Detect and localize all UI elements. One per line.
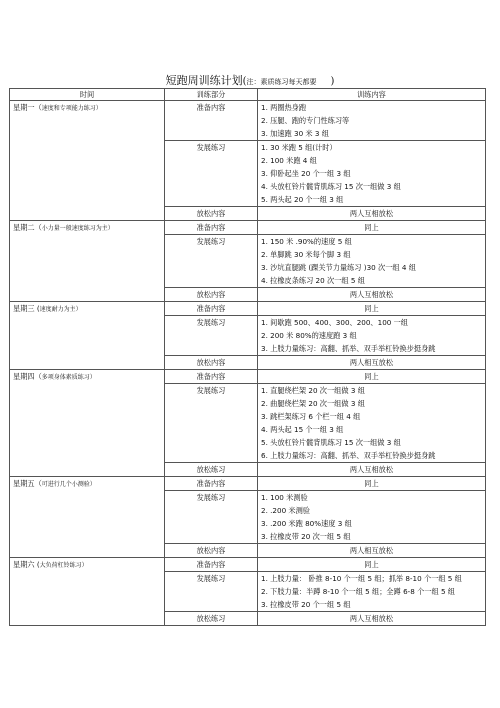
exercise-item: 3. 拉橡皮带 20 次一组 5 组 xyxy=(261,532,351,541)
exercise-item: 1. 150 米 .90%的速度 5 组 xyxy=(261,237,352,246)
header-part: 训练部分 xyxy=(165,89,258,101)
day-label: 星期一（ xyxy=(13,103,42,112)
exercise-item: 4. 拉橡皮条练习 20 次一组 5 组 xyxy=(261,276,365,285)
day-focus: 可进行几个小测验） xyxy=(41,481,96,488)
warmup-row xyxy=(10,302,486,316)
exercise-item: 3. 沙坑直腿跳 (踝关节力量练习 )30 次一组 4 组 xyxy=(261,263,416,272)
warmup-label: 准备内容 xyxy=(165,558,258,572)
exercise-item: 1. 间歇跑 500、400、300、200、100 一组 xyxy=(261,318,408,327)
warmup-row xyxy=(10,101,486,141)
warmup-item: 2. 压腿、跑的专门性练习等 xyxy=(261,116,350,125)
exercise-item: 5. 头放杠铃片髋背肌练习 15 次一组做 3 组 xyxy=(261,438,401,447)
warmup-row xyxy=(10,221,486,235)
development-content xyxy=(258,316,486,356)
exercise-item: 2. 单脚跳 30 米每个脚 3 组 xyxy=(261,250,351,259)
relax-content: 两人相互放松 xyxy=(258,544,486,558)
day-label: 星期六 ( xyxy=(13,560,40,569)
development-label: 发展练习 xyxy=(165,384,258,463)
exercise-item: 6. 上肢力量练习：高翻、抓举、双手举杠铃换步挺身跳 xyxy=(261,451,436,460)
relax-label: 放松内容 xyxy=(165,207,258,221)
relax-label: 放松练习 xyxy=(165,463,258,477)
exercise-item: 2. 100 米跑 4 组 xyxy=(261,156,317,165)
exercise-item: 1. 直腿绕栏架 20 次一组做 3 组 xyxy=(261,386,365,395)
development-content xyxy=(258,572,486,612)
day-label: 星期二（ xyxy=(13,223,42,232)
header-time: 时间 xyxy=(10,89,165,101)
exercise-item: 1. 30 米跑 5 组(计时） xyxy=(261,143,337,152)
warmup-label: 准备内容 xyxy=(165,221,258,235)
development-label: 发展练习 xyxy=(165,491,258,544)
warmup-content: 同上 xyxy=(258,302,486,316)
day-focus: 小力量一般速度练习为主） xyxy=(41,225,114,232)
warmup-content: 同上 xyxy=(258,221,486,235)
exercise-item: 2. 200 米 80%的速度跑 3 组 xyxy=(261,331,357,340)
relax-content: 两人互相放松 xyxy=(258,288,486,302)
day-focus: 大负荷杠铃练习） xyxy=(39,562,88,569)
day-cell xyxy=(10,221,165,302)
training-plan-table xyxy=(9,88,486,626)
exercise-item: 5. 两头起 20 个一组 3 组 xyxy=(261,195,344,204)
exercise-item: 3. 跳栏架练习 6 个栏一组 4 组 xyxy=(261,412,361,421)
relax-label: 放松内容 xyxy=(165,544,258,558)
title-main: 短跑周训练计划 xyxy=(165,74,243,87)
exercise-item: 4. 头放杠铃片髋背肌练习 15 次一组做 3 组 xyxy=(261,182,401,191)
relax-label: 放松内容 xyxy=(165,288,258,302)
title-open-paren: ( xyxy=(242,76,247,87)
day-cell xyxy=(10,558,165,626)
page-title xyxy=(0,72,500,88)
title-close-paren: ) xyxy=(330,76,335,87)
warmup-content: 同上 xyxy=(258,370,486,384)
day-cell xyxy=(10,477,165,558)
header-row xyxy=(10,89,486,101)
warmup-item: 3. 加速跑 30 米 3 组 xyxy=(261,129,329,138)
development-content xyxy=(258,384,486,463)
development-label: 发展练习 xyxy=(165,235,258,288)
development-content xyxy=(258,491,486,544)
exercise-item: 4. 两头起 15 个一组 3 组 xyxy=(261,425,344,434)
day-cell xyxy=(10,370,165,477)
day-focus: 速度和专项能力练习） xyxy=(41,105,102,112)
header-content: 训练内容 xyxy=(258,89,486,101)
warmup-content xyxy=(258,101,486,141)
exercise-item: 2. 下肢力量：半蹲 8-10 个一组 5 组；全蹲 6-8 个一组 5 组 xyxy=(261,587,455,596)
day-focus: 多项身体素质练习） xyxy=(41,374,96,381)
warmup-label: 准备内容 xyxy=(165,370,258,384)
warmup-label: 准备内容 xyxy=(165,101,258,141)
development-content xyxy=(258,235,486,288)
day-label: 星期五（ xyxy=(13,479,42,488)
relax-content: 两人互相放松 xyxy=(258,612,486,626)
warmup-row xyxy=(10,558,486,572)
development-label: 发展练习 xyxy=(165,572,258,612)
warmup-item: 1. 两圈热身跑 xyxy=(261,103,307,112)
relax-label: 放松练习 xyxy=(165,612,258,626)
exercise-item: 2. 曲腿绕栏架 20 次一组做 3 组 xyxy=(261,399,365,408)
development-label: 发展练习 xyxy=(165,141,258,207)
warmup-row xyxy=(10,477,486,491)
day-label: 星期三 ( xyxy=(13,304,40,313)
relax-content: 两人互相放松 xyxy=(258,463,486,477)
warmup-row xyxy=(10,370,486,384)
warmup-label: 准备内容 xyxy=(165,302,258,316)
exercise-item: 1. 100 米测验 xyxy=(261,493,308,502)
relax-content: 两人相互放松 xyxy=(258,356,486,370)
exercise-item: 3. 仰卧起坐 20 个一组 3 组 xyxy=(261,169,351,178)
day-focus: 速度耐力为主） xyxy=(39,306,82,313)
exercise-item: 3. 上肢力量练习：高翻、抓举、双手举杠铃换步挺身跳 xyxy=(261,344,436,353)
day-cell xyxy=(10,101,165,221)
warmup-content: 同上 xyxy=(258,477,486,491)
exercise-item: 3. 拉橡皮带 20 个一组 5 组 xyxy=(261,600,351,609)
warmup-label: 准备内容 xyxy=(165,477,258,491)
development-content xyxy=(258,141,486,207)
exercise-item: 2. .200 米测验 xyxy=(261,506,310,515)
day-cell xyxy=(10,302,165,370)
relax-label: 放松内容 xyxy=(165,356,258,370)
exercise-item: 3. .200 米跑 80%速度 3 组 xyxy=(261,519,352,528)
title-note: 注：素质练习每天都要 xyxy=(246,78,317,86)
development-label: 发展练习 xyxy=(165,316,258,356)
exercise-item: 1. 上肢力量： 卧推 8-10 个一组 5 组；抓举 8-10 个一组 5 组 xyxy=(261,574,462,583)
relax-content: 两人互相放松 xyxy=(258,207,486,221)
day-label: 星期四（ xyxy=(13,372,42,381)
warmup-content: 同上 xyxy=(258,558,486,572)
